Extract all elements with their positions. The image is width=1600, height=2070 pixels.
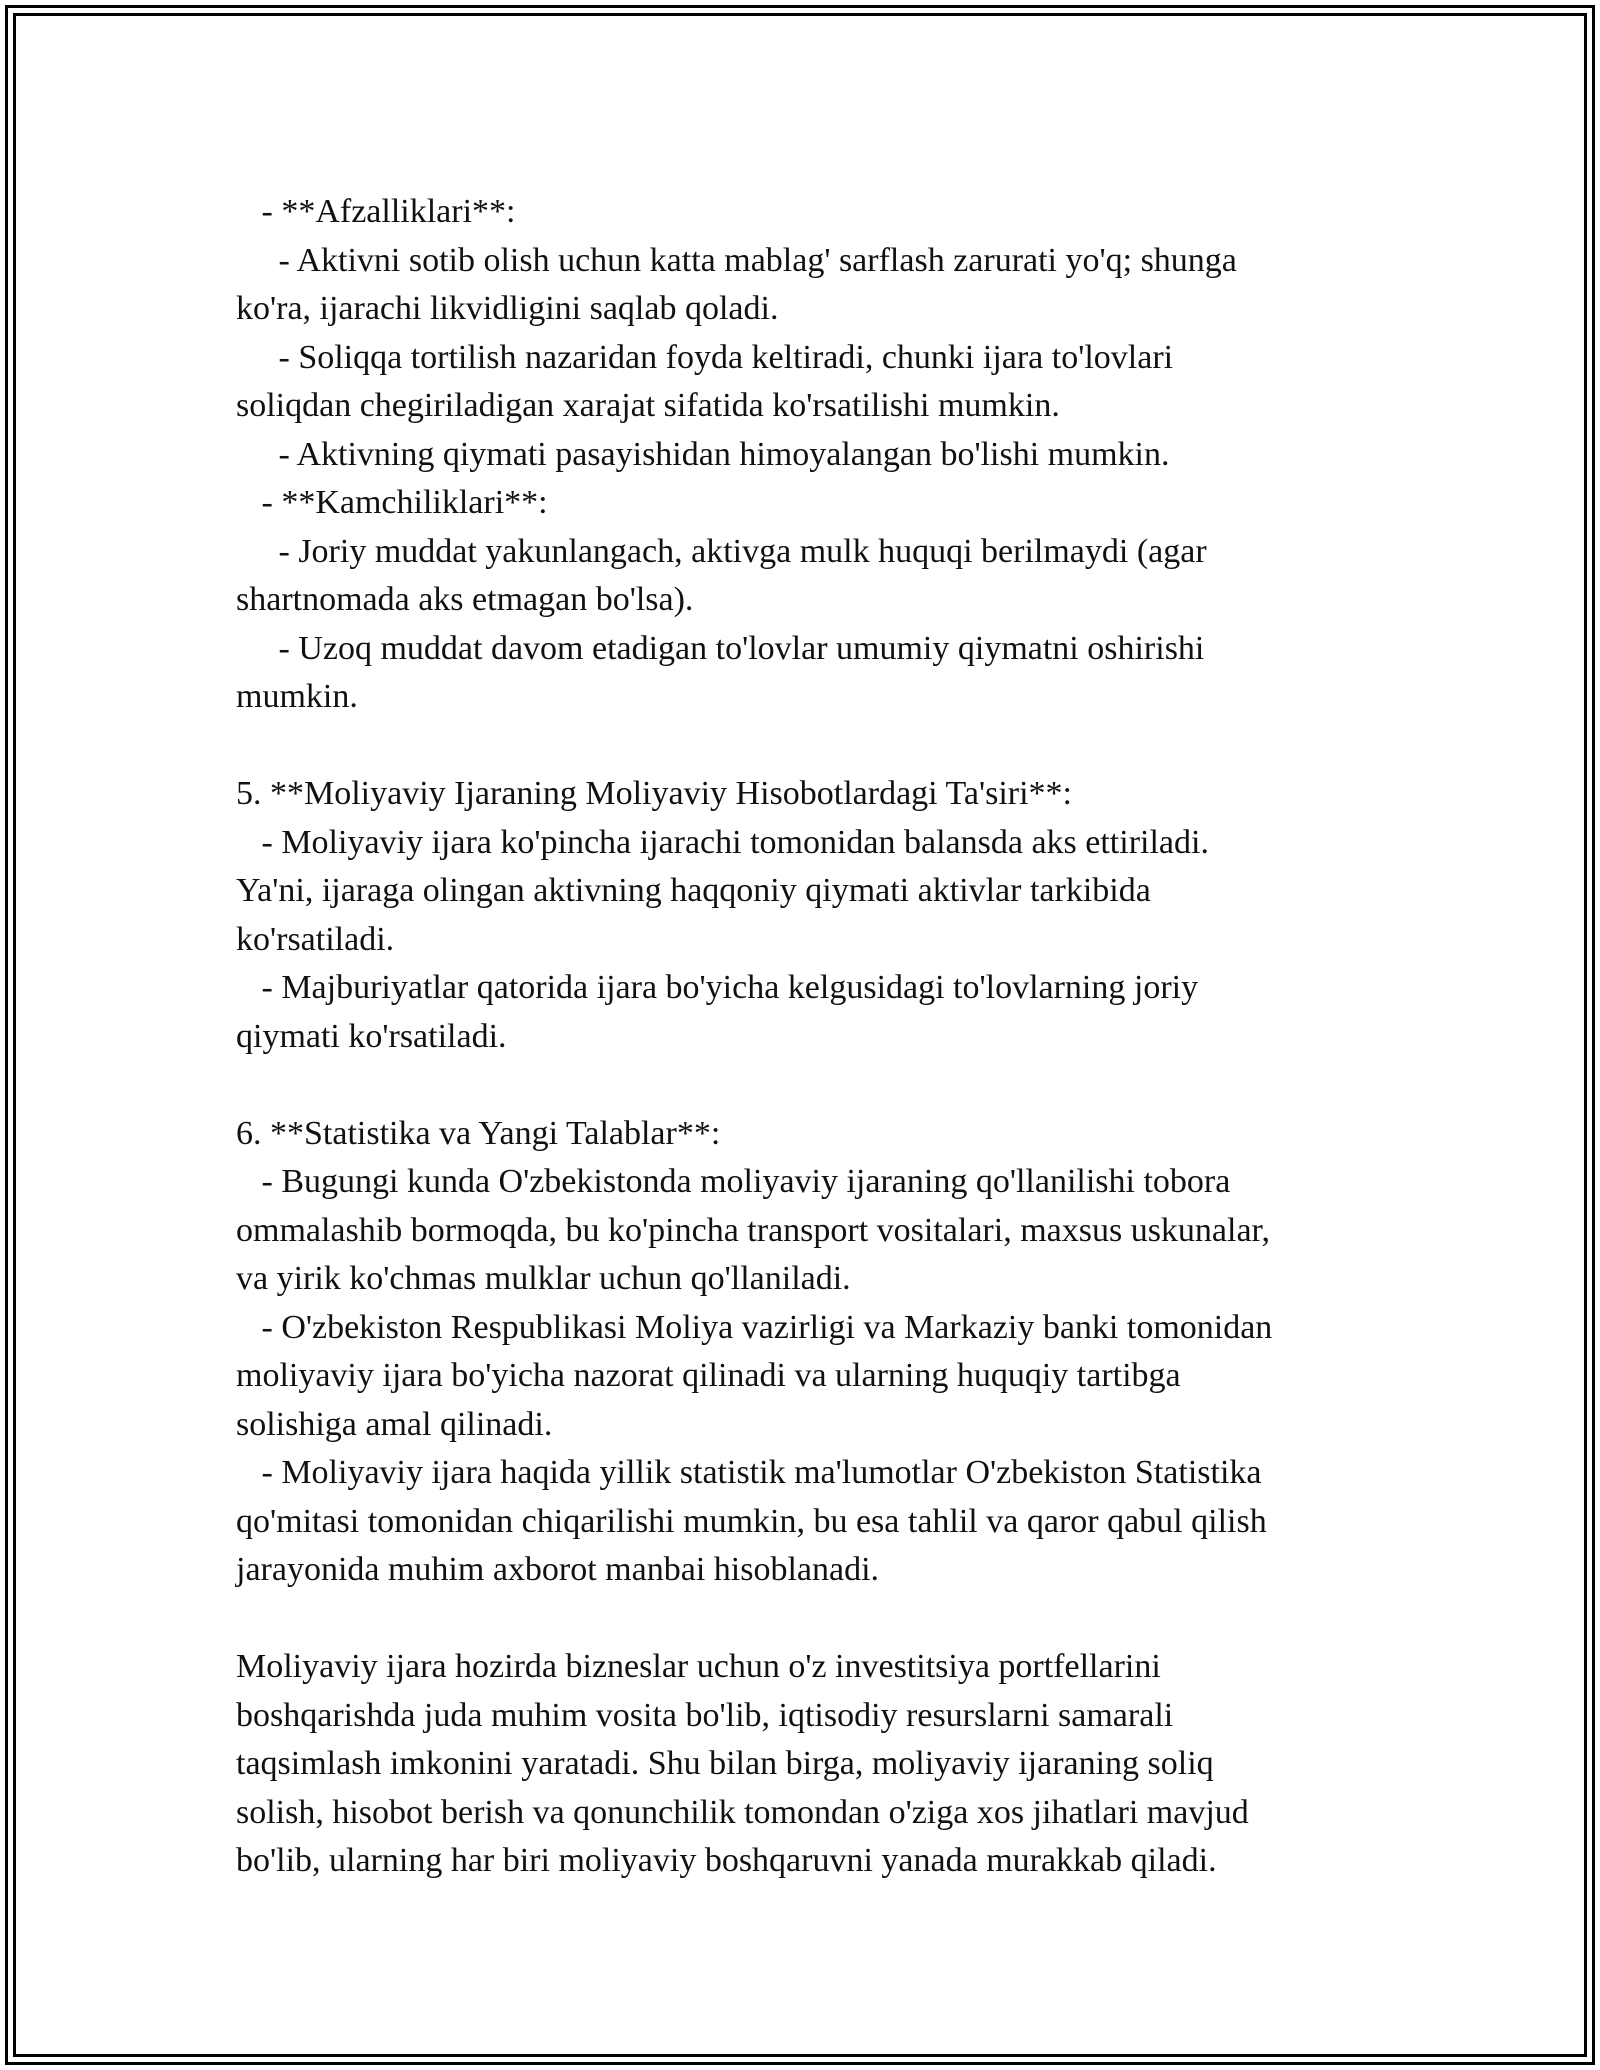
text-line: moliyaviy ijara bo'yicha nazorat qilinadi va ularning huquqiy tartibga: [236, 1357, 1181, 1394]
text-line: bo'lib, ularning har biri moliyaviy boshqaruvni yanada murakkab qiladi.: [236, 1842, 1217, 1879]
text-line: Ya'ni, ijaraga olingan aktivning haqqoniy qiymati aktivlar tarkibida: [236, 872, 1151, 909]
text-line: - Moliyaviy ijara ko'pincha ijarachi tomonidan balansda aks ettiriladi.: [236, 823, 1209, 861]
text-line: jarayonida muhim axborot manbai hisoblanadi.: [236, 1551, 880, 1588]
text-line: - Uzoq muddat davom etadigan to'lovlar umumiy qiymatni oshirishi: [236, 629, 1205, 667]
text-line: mumkin.: [236, 678, 358, 715]
blank-line: [236, 722, 1366, 771]
text-line: ommalashib bormoqda, bu ko'pincha transport vositalari, maxsus uskunalar,: [236, 1211, 1271, 1249]
text-line: 5. **Moliyaviy Ijaraning Moliyaviy Hisobotlardagi Ta'siri**:: [236, 775, 1073, 812]
text-line: - **Kamchiliklari**:: [236, 484, 548, 521]
text-line: ko'rsatiladi.: [236, 920, 395, 958]
text-line: boshqarishda juda muhim vosita bo'lib, iqtisodiy resurslarni samarali: [236, 1696, 1174, 1734]
text-line: taqsimlash imkonini yaratadi. Shu bilan birga, moliyaviy ijaraning soliq: [236, 1745, 1214, 1782]
text-line: - **Afzalliklari**:: [236, 193, 516, 230]
text-line: shartnomada aks etmagan bo'lsa).: [236, 581, 694, 618]
text-line: - O'zbekiston Respublikasi Moliya vazirligi va Markaziy banki tomonidan: [236, 1308, 1273, 1346]
document-body: [236, 188, 1366, 1886]
text-line: - Aktivning qiymati pasayishidan himoyalangan bo'lishi mumkin.: [236, 435, 1170, 473]
text-line: qiymati ko'rsatiladi.: [236, 1017, 507, 1055]
text-line: 6. **Statistika va Yangi Talablar**:: [236, 1114, 721, 1152]
text-line: va yirik ko'chmas mulklar uchun qo'llaniladi.: [236, 1260, 851, 1297]
text-line: - Joriy muddat yakunlangach, aktivga mulk huquqi berilmaydi (agar: [236, 532, 1207, 570]
text-line: solishiga amal qilinadi.: [236, 1405, 553, 1443]
text-line: - Moliyaviy ijara haqida yillik statistik ma'lumotlar O'zbekiston Statistika: [236, 1454, 1262, 1491]
text-line: Moliyaviy ijara hozirda bizneslar uchun o'z investitsiya portfellarini: [236, 1648, 1161, 1685]
text-line: - Bugungi kunda O'zbekistonda moliyaviy ijaraning qo'llanilishi tobora: [236, 1163, 1231, 1200]
text-line: solish, hisobot berish va qonunchilik tomondan o'ziga xos jihatlari mavjud: [236, 1793, 1249, 1831]
text-line: - Soliqqa tortilish nazaridan foyda keltiradi, chunki ijara to'lovlari: [236, 338, 1174, 376]
text-line: ko'ra, ijarachi likvidligini saqlab qoladi.: [236, 290, 779, 327]
text-line: - Aktivni sotib olish uchun katta mablag' sarflash zarurati yo'q; shunga: [236, 241, 1237, 279]
text-line: - Majburiyatlar qatorida ijara bo'yicha kelgusidagi to'lovlarning joriy: [236, 969, 1199, 1006]
text-line: qo'mitasi tomonidan chiqarilishi mumkin, bu esa tahlil va qaror qabul qilish: [236, 1502, 1267, 1540]
text-line: soliqdan chegiriladigan xarajat sifatida ko'rsatilishi mumkin.: [236, 387, 1060, 424]
blank-line: [236, 1595, 1366, 1644]
blank-line: [236, 1061, 1366, 1110]
